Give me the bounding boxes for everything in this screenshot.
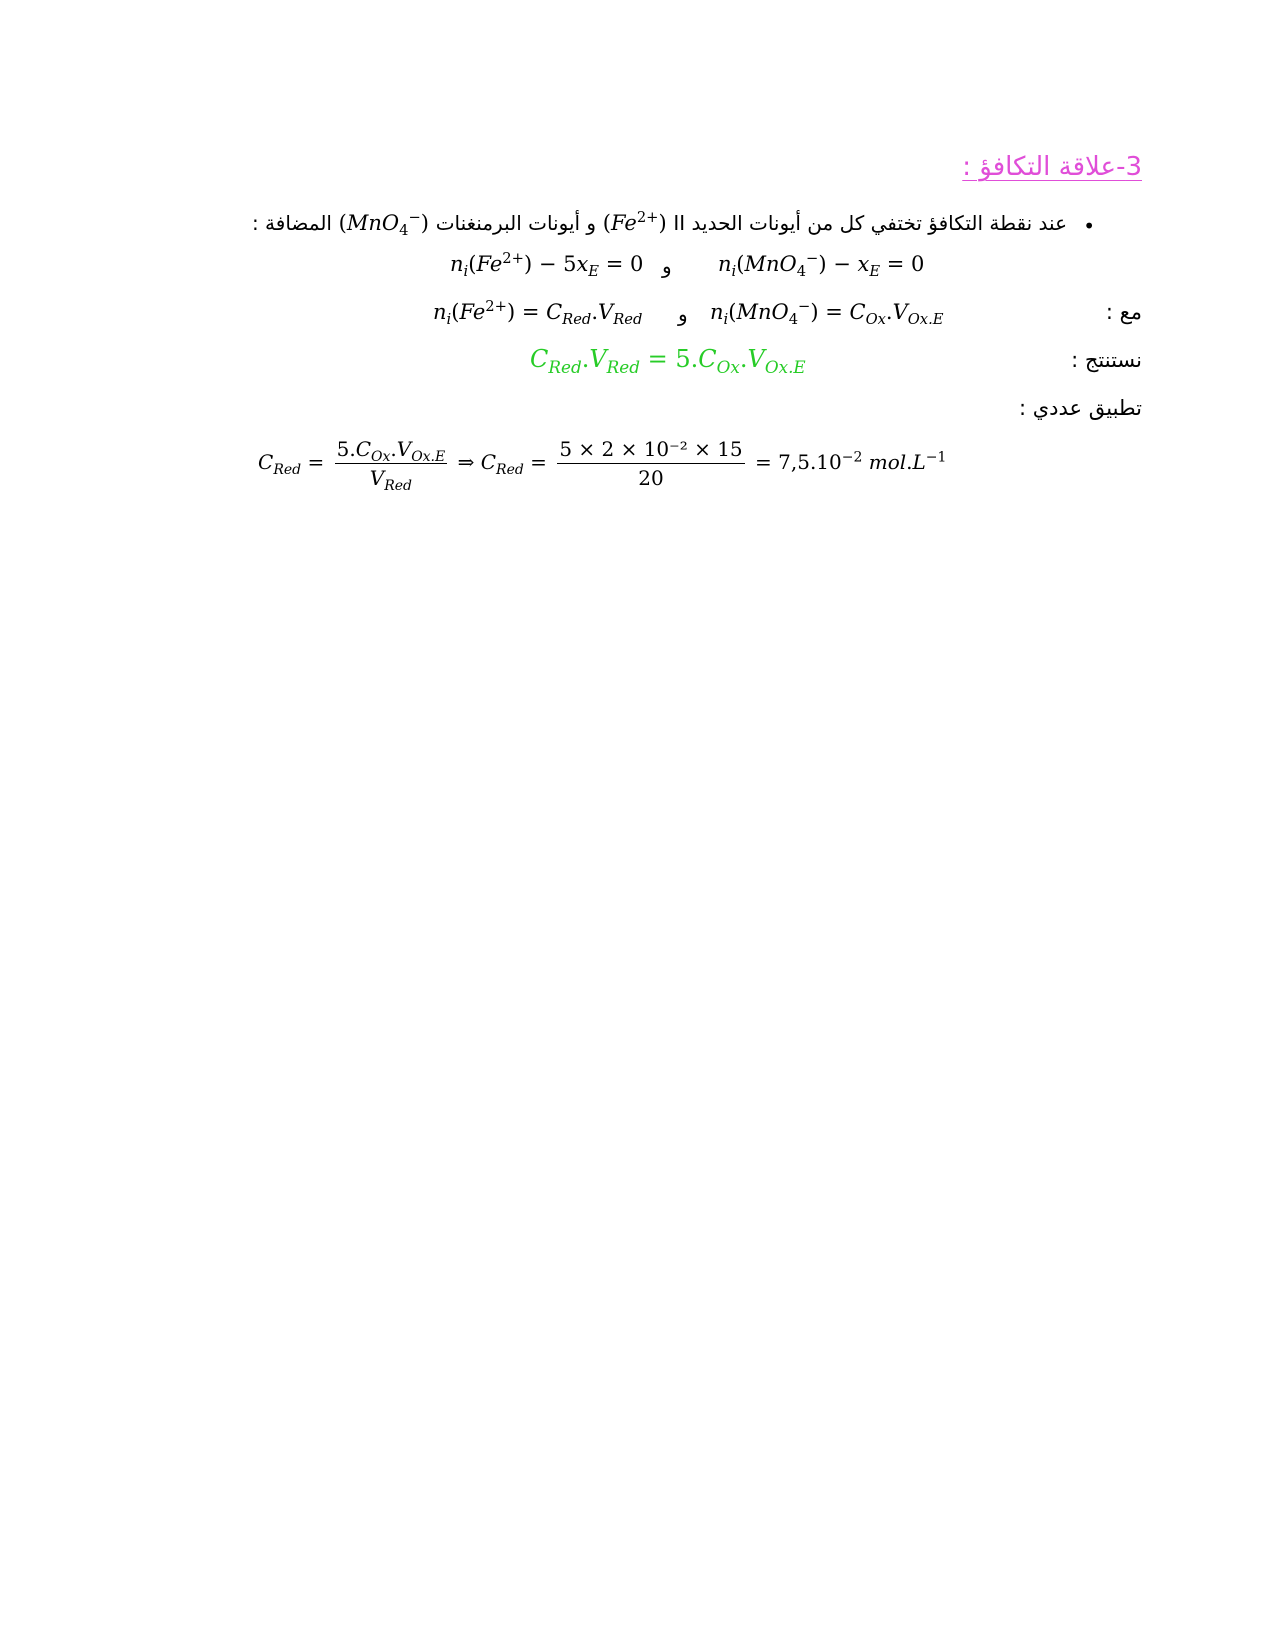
eq2-connector: و [678,302,688,326]
bullet-icon: • [1083,214,1095,238]
eq1-right: $n_i(Fe^{2+}) - 5x_E = 0$ [450,250,644,281]
bullet-mno4-ion: (MnO$_4$−) [338,209,429,240]
eq2-right: $n_i(Fe^{2+}) = C_{Red}.V_{Red}$ [433,298,643,329]
section-title: 3-علاقة التكافؤ : [962,152,1142,182]
numeric-result: = $7,5.10^{-2}$ $mol.L^{-1}$ [755,449,947,474]
eq3-label: نستنتج : [1071,348,1142,372]
eq2-label: مع : [1105,300,1142,324]
bullet-text-end: المضافة : [251,211,332,235]
numeric-label: تطبيق عددي : [1018,396,1142,420]
fraction-symbolic: $\frac{5.C_{Ox}.V_{Ox.E}}{V_{Red}}$ [336,437,446,494]
bullet-fe-ion: $(Fe^{2+})$ [602,209,667,235]
eq1-left: $n_i(MnO_4^-) - x_E = 0$ [718,250,925,281]
numeric-formula: $C_{Red}$ = $\frac{5.C_{Ox}.V_{Ox.E}}{V_{Red}}$ ⇒ $C_{Red}$ = $\frac{\text{5 × 2 × 10⁻² × 15}}{20}$ = $7,5.10^{-2}$ $mol.L^{-1}$ [258,437,947,494]
implies-arrow: ⇒ [457,450,475,474]
eq1-connector: و [662,254,672,278]
eq3-formula: $C_{Red}.V_{Red} = 5.C_{Ox}.V_{Ox.E}$ [530,345,806,377]
eq2-left: $n_i(MnO_4^-) = C_{Ox}.V_{Ox.E}$ [710,298,944,329]
bullet-text-middle: و أيونات البرمنغنات [435,211,597,235]
bullet-paragraph [251,209,1067,240]
fraction-numeric: $\frac{\text{5 × 2 × 10⁻² × 15}}{20}$ [559,437,743,490]
bullet-text-before: عند نقطة التكافؤ تختفي كل من أيونات الحديد II [673,211,1067,235]
